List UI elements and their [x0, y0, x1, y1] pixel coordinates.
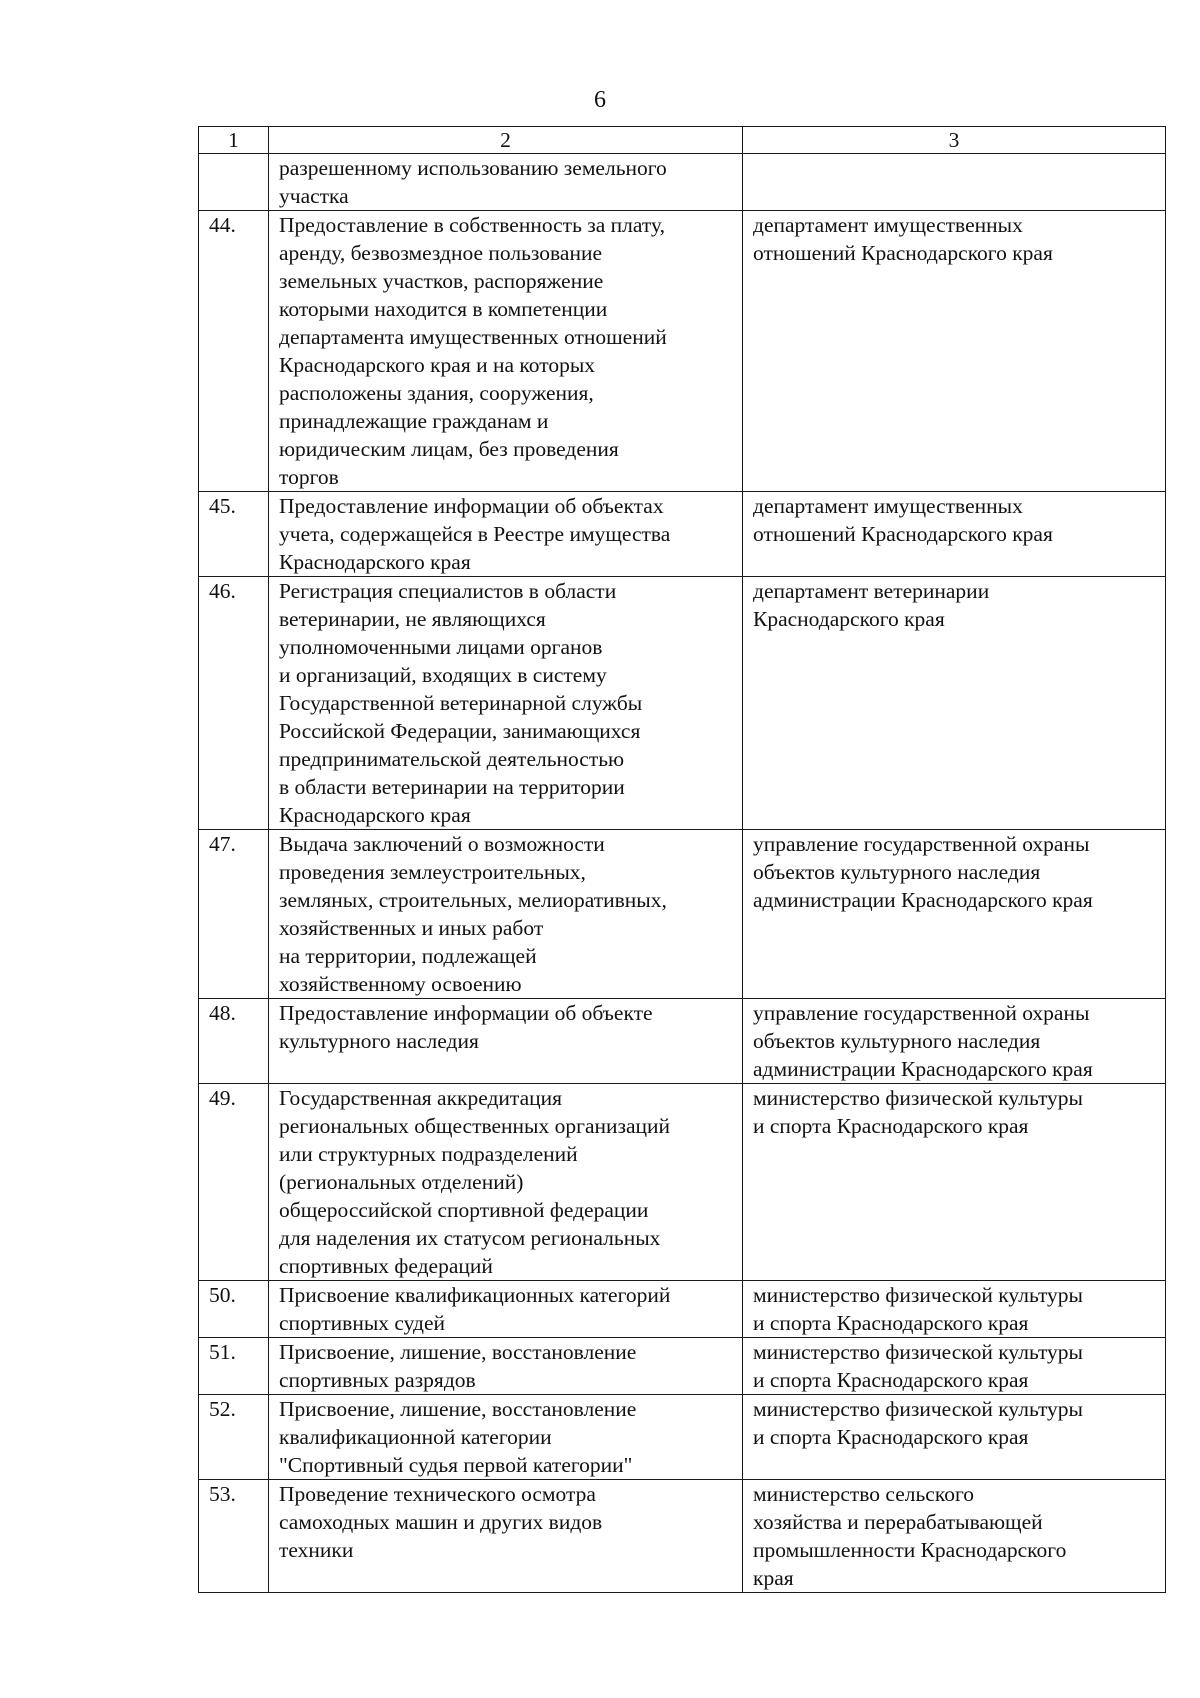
responsible-authority	[743, 154, 1166, 211]
row-number: 48.	[199, 999, 269, 1084]
table-header	[199, 127, 1166, 154]
service-name: Предоставление информации об объектах учета, содержащейся в Реестре имущества Краснодарского края	[269, 492, 743, 577]
page-number: 6	[594, 87, 606, 113]
responsible-authority: министерство физической культуры и спорта Краснодарского края	[743, 1084, 1166, 1281]
row-number: 52.	[199, 1395, 269, 1480]
header-row	[199, 127, 1166, 154]
row-number: 47.	[199, 830, 269, 999]
service-name: Присвоение, лишение, восстановление квалификационной категории "Спортивный судья первой категории"	[269, 1395, 743, 1480]
row-number: 53.	[199, 1480, 269, 1593]
responsible-authority: министерство сельского хозяйства и перерабатывающей промышленности Краснодарского края	[743, 1480, 1166, 1593]
table-row	[199, 577, 1166, 830]
row-number: 44.	[199, 211, 269, 492]
row-number	[199, 154, 269, 211]
service-name: Проведение технического осмотра самоходных машин и других видов техники	[269, 1480, 743, 1593]
row-number: 45.	[199, 492, 269, 577]
table-row	[199, 1338, 1166, 1395]
service-name: Государственная аккредитация региональных общественных организаций или структурных подразделений (региональных отделений) общероссийской спортивной федерации для наделения их статусом региональных спортивных федераций	[269, 1084, 743, 1281]
responsible-authority: министерство физической культуры и спорта Краснодарского края	[743, 1395, 1166, 1480]
column-header-number: 1	[199, 127, 269, 154]
responsible-authority: департамент имущественных отношений Краснодарского края	[743, 492, 1166, 577]
table-row	[199, 492, 1166, 577]
row-number: 51.	[199, 1338, 269, 1395]
row-number: 50.	[199, 1281, 269, 1338]
service-name: Предоставление в собственность за плату, аренду, безвозмездное пользование земельных участков, распоряжение которыми находится в компетенции департамента имущественных отношений Краснодарского края и на которых расположены здания, сооружения, принадлежащие гражданам и юридическим лицам, без проведения торгов	[269, 211, 743, 492]
responsible-authority: департамент имущественных отношений Краснодарского края	[743, 211, 1166, 492]
column-header-authority: 3	[743, 127, 1166, 154]
table-row	[199, 1281, 1166, 1338]
row-number: 49.	[199, 1084, 269, 1281]
service-name: Присвоение квалификационных категорий спортивных судей	[269, 1281, 743, 1338]
service-name: разрешенному использованию земельного участка	[269, 154, 743, 211]
responsible-authority: управление государственной охраны объектов культурного наследия администрации Краснодарского края	[743, 830, 1166, 999]
table-row	[199, 999, 1166, 1084]
service-name: Регистрация специалистов в области ветеринарии, не являющихся уполномоченными лицами органов и организаций, входящих в систему Государственной ветеринарной службы Российской Федерации, занимающихся предпринимательской деятельностью в области ветеринарии на территории Краснодарского края	[269, 577, 743, 830]
service-name: Присвоение, лишение, восстановление спортивных разрядов	[269, 1338, 743, 1395]
table-body	[199, 154, 1166, 1593]
table-row	[199, 1480, 1166, 1593]
service-name: Предоставление информации об объекте культурного наследия	[269, 999, 743, 1084]
services-table	[198, 126, 1166, 1593]
table-row	[199, 154, 1166, 211]
table-row	[199, 211, 1166, 492]
table-row	[199, 1395, 1166, 1480]
responsible-authority: министерство физической культуры и спорта Краснодарского края	[743, 1281, 1166, 1338]
responsible-authority: управление государственной охраны объектов культурного наследия администрации Краснодарского края	[743, 999, 1166, 1084]
responsible-authority: министерство физической культуры и спорта Краснодарского края	[743, 1338, 1166, 1395]
table-row	[199, 1084, 1166, 1281]
row-number: 46.	[199, 577, 269, 830]
column-header-service: 2	[269, 127, 743, 154]
table-row	[199, 830, 1166, 999]
service-name: Выдача заключений о возможности проведения землеустроительных, земляных, строительных, мелиоративных, хозяйственных и иных работ на территории, подлежащей хозяйственному освоению	[269, 830, 743, 999]
responsible-authority: департамент ветеринарии Краснодарского края	[743, 577, 1166, 830]
